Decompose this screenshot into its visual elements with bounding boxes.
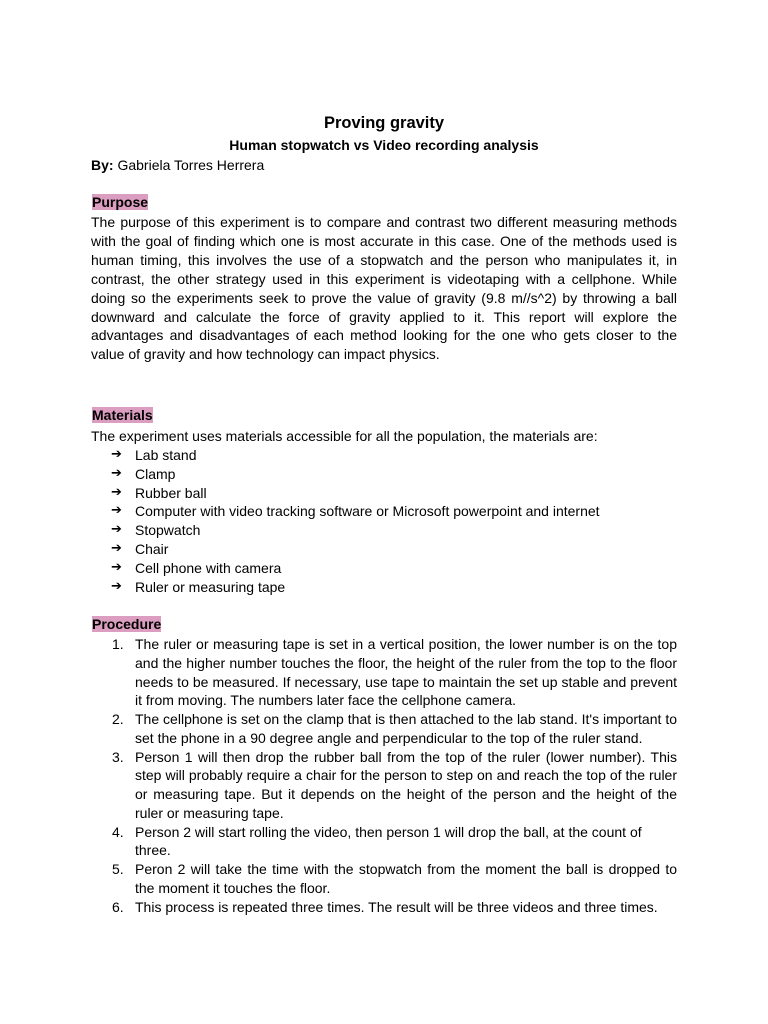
step-number: 4. — [112, 823, 124, 840]
procedure-step — [0, 823, 768, 861]
materials-heading-text: Materials — [92, 407, 153, 423]
materials-heading — [91, 406, 154, 424]
step-number: 2. — [112, 711, 124, 727]
purpose-paragraph: The purpose of this experiment is to compare and contrast two different measuring methods with the goal of finding which one is most accurate in this case. One of the methods used is human timing, this involves the use of a stopwatch and the person who manipulates it, in contrast, the other strategy used in this experiment is videotaping with a cellphone. While doing so the experiments seek to prove the value of gravity (9.8 m//s^2) by throwing a ball downward and calculate the force of gravity applied to it. This report will explore the advantages and disadvantages of each method looking for the one who gets closer to the value of gravity and how technology can impact physics. — [91, 214, 677, 363]
arrow-bullet-icon: ➔ — [111, 503, 122, 519]
materials-intro: The experiment uses materials accessible for all the population, the materials are: — [91, 428, 598, 444]
document-subtitle: Human stopwatch vs Video recording analysis — [229, 137, 539, 153]
byline — [91, 156, 264, 174]
material-label: Clamp — [135, 465, 176, 482]
arrow-bullet-icon: ➔ — [111, 540, 122, 556]
procedure-step — [0, 635, 768, 710]
arrow-bullet-icon: ➔ — [111, 578, 122, 594]
step-number: 5. — [112, 861, 124, 877]
arrow-bullet-icon: ➔ — [111, 465, 122, 481]
byline-author: Gabriela Torres Herrera — [117, 157, 265, 173]
purpose-heading — [91, 193, 149, 211]
document-title: Proving gravity — [323, 114, 445, 132]
procedure-step — [0, 748, 768, 823]
material-label: Lab stand — [135, 447, 197, 463]
arrow-bullet-icon: ➔ — [111, 447, 122, 462]
step-text: The ruler or measuring tape is set in a vertical position, the lower number is on the top and the higher number touches the floor, the height of the ruler from the top to the floor needs to be measured. If necessary, use tape to maintain the set up stable and prevent it from moving. The numbers later face the cellphone camera. — [135, 636, 677, 709]
arrow-bullet-icon: ➔ — [111, 484, 122, 500]
material-label: Chair — [135, 540, 169, 557]
step-number: 3. — [112, 748, 124, 765]
procedure-list — [0, 635, 768, 916]
procedure-heading-text: Procedure — [92, 616, 162, 632]
arrow-bullet-icon: ➔ — [111, 559, 122, 575]
step-text: This process is repeated three times. The result will be three videos and three times. — [135, 898, 658, 915]
step-number: 6. — [112, 898, 124, 915]
step-text: The cellphone is set on the clamp that is then attached to the lab stand. It's important to set the phone in a 90 degree angle and perpendicular to the top of the ruler stand. — [135, 711, 677, 746]
procedure-heading — [91, 615, 162, 633]
purpose-heading-text: Purpose — [92, 194, 149, 210]
step-text: Person 1 will then drop the rubber ball from the top of the ruler (lower number). This step will probably require a chair for the person to step on and reach the top of the ruler or measuring tape. But it depends on the height of the person and the height of the ruler or measuring tape. — [135, 748, 677, 821]
byline-label: By: — [91, 157, 114, 173]
procedure-step — [0, 860, 768, 898]
material-label: Ruler or measuring tape — [135, 578, 286, 595]
material-label: Cell phone with camera — [135, 559, 282, 576]
step-text: Person 2 will start rolling the video, then person 1 will drop the ball, at the count of three. — [135, 823, 642, 859]
step-number: 1. — [112, 636, 124, 652]
material-label: Rubber ball — [135, 484, 207, 501]
procedure-step — [0, 898, 768, 917]
procedure-step — [0, 710, 768, 748]
material-label: Computer with video tracking software or Microsoft powerpoint and internet — [135, 503, 600, 520]
step-text: Peron 2 will take the time with the stopwatch from the moment the ball is dropped to the moment it touches the floor. — [135, 861, 677, 896]
arrow-bullet-icon: ➔ — [111, 522, 122, 538]
material-label: Stopwatch — [135, 522, 201, 539]
